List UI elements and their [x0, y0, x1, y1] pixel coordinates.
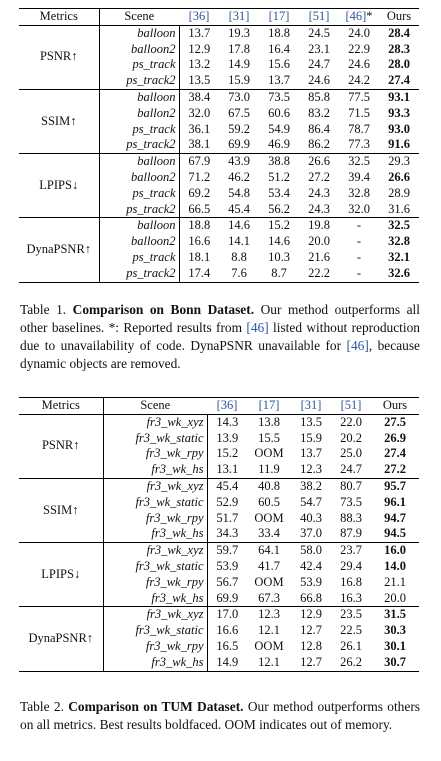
value-cell: OOM — [254, 574, 284, 589]
value-cell: 20.0 — [308, 234, 330, 249]
value-cell: 23.1 — [308, 41, 330, 56]
value-cell: 26.1 — [340, 638, 362, 653]
metric-label: LPIPS↓ — [19, 154, 99, 218]
value-cell: 15.2 — [268, 218, 290, 233]
value-cell: 22.9 — [348, 41, 370, 56]
scene-name: ps_track2 — [99, 266, 179, 282]
value-cell: 13.2 — [188, 57, 211, 72]
value-cell: 38.2 — [300, 478, 322, 493]
value-cell: 66.8 — [300, 590, 322, 605]
metric-label: PSNR↑ — [19, 414, 103, 478]
scene-name: ps_track — [99, 122, 179, 138]
value-cell: 27.2 — [308, 169, 330, 184]
value-cell: 32.8 — [348, 185, 370, 200]
value-cell: 26.6 — [388, 169, 410, 184]
scene-name: fr3_wk_rpy — [103, 511, 207, 527]
value-cell: 13.5 — [300, 414, 322, 429]
value-cell: 64.1 — [258, 543, 280, 558]
scene-name: fr3_wk_hs — [103, 591, 207, 607]
value-cell: 24.7 — [308, 57, 330, 72]
scene-name: ps_track2 — [99, 137, 179, 153]
value-cell: 56.2 — [268, 201, 290, 216]
value-cell: 30.1 — [384, 638, 406, 653]
scene-name: fr3_wk_xyz — [103, 414, 207, 430]
value-cell: 12.9 — [188, 41, 211, 56]
value-cell: 25.0 — [340, 446, 362, 461]
value-cell: 32.6 — [388, 265, 410, 280]
value-cell: 36.1 — [188, 121, 211, 136]
value-cell: 15.2 — [216, 446, 239, 461]
scene-name: balloon2 — [99, 170, 179, 186]
value-cell: 16.3 — [340, 590, 362, 605]
value-cell: OOM — [254, 446, 284, 461]
value-cell: 19.8 — [308, 218, 330, 233]
value-cell: - — [356, 249, 362, 264]
value-cell: 38.8 — [268, 154, 290, 169]
value-cell: 94.7 — [384, 510, 406, 525]
column-header[interactable]: [31] — [228, 9, 250, 23]
value-cell: 17.4 — [188, 265, 211, 280]
value-cell: 60.5 — [258, 494, 280, 509]
scene-name: balloon — [99, 89, 179, 105]
value-cell: 51.2 — [268, 169, 290, 184]
table1-caption-text-1: Our method outperforms all other baselines. *: Reported results from — [20, 302, 420, 335]
value-cell: 27.5 — [384, 414, 406, 429]
value-cell: 21.1 — [384, 574, 406, 589]
value-cell: 26.9 — [384, 430, 406, 445]
table2-caption-label: Table 2. — [20, 699, 64, 714]
value-cell: 15.5 — [258, 430, 280, 445]
value-cell: 24.6 — [308, 73, 330, 88]
column-header: Metrics — [19, 398, 103, 415]
value-cell: 59.7 — [216, 543, 239, 558]
value-cell: 24.6 — [348, 57, 370, 72]
value-cell: 13.5 — [188, 73, 211, 88]
value-cell: 18.8 — [268, 25, 290, 40]
value-cell: 85.8 — [308, 89, 330, 104]
value-cell: 73.0 — [228, 89, 250, 104]
value-cell: 91.6 — [388, 137, 410, 152]
scene-name: ps_track2 — [99, 73, 179, 89]
value-cell: 11.9 — [258, 462, 280, 477]
table2-caption-text-1: Our method outperforms others on all metrics. Best results boldfaced. OOM indicates out of memory. — [20, 699, 420, 732]
value-cell: 16.0 — [384, 543, 406, 558]
scene-name: ps_track2 — [99, 202, 179, 218]
value-cell: 45.4 — [228, 201, 250, 216]
value-cell: 39.4 — [348, 169, 370, 184]
value-cell: 15.9 — [228, 73, 250, 88]
value-cell: 10.3 — [268, 249, 290, 264]
table-row — [19, 25, 419, 41]
value-cell: 14.6 — [228, 218, 250, 233]
value-cell: 96.1 — [384, 494, 406, 509]
value-cell: 53.9 — [300, 574, 322, 589]
value-cell: 14.9 — [228, 57, 250, 72]
column-header[interactable]: [51] — [308, 9, 330, 23]
value-cell: 54.7 — [300, 494, 322, 509]
value-cell: 12.3 — [258, 607, 280, 622]
value-cell: 13.7 — [300, 446, 322, 461]
table1-caption-text-2: listed without reproduction due to unavailability of code. DynaPSNR unavailable for — [20, 320, 420, 353]
value-cell: OOM — [254, 638, 284, 653]
value-cell: 87.9 — [340, 526, 362, 541]
table-row — [19, 543, 419, 559]
table-row — [19, 478, 419, 494]
table1-caption — [20, 301, 420, 373]
table-row — [19, 414, 419, 430]
value-cell: 54.9 — [268, 121, 290, 136]
value-cell: 23.5 — [340, 607, 362, 622]
value-cell: 69.2 — [188, 185, 211, 200]
value-cell: 17.8 — [228, 41, 250, 56]
column-header[interactable]: [36] — [216, 398, 238, 412]
value-cell: 58.0 — [300, 543, 322, 558]
value-cell: 23.7 — [340, 543, 362, 558]
table-row — [19, 89, 419, 105]
scene-name: ps_track — [99, 186, 179, 202]
value-cell: 71.2 — [188, 169, 211, 184]
column-header: Ours — [386, 9, 412, 23]
table-row — [19, 218, 419, 234]
scene-name: fr3_wk_rpy — [103, 639, 207, 655]
bonn-comparison-table — [19, 8, 419, 283]
column-header[interactable]: [17] — [258, 398, 280, 412]
value-cell: 34.3 — [216, 526, 239, 541]
table-row — [19, 607, 419, 623]
metric-label: PSNR↑ — [19, 25, 99, 89]
value-cell: 15.9 — [300, 430, 322, 445]
value-cell: 56.7 — [216, 574, 239, 589]
scene-name: ballon2 — [99, 106, 179, 122]
scene-name: fr3_wk_xyz — [103, 543, 207, 559]
value-cell: 29.3 — [388, 154, 410, 169]
value-cell: 42.4 — [300, 558, 322, 573]
value-cell: 16.6 — [188, 234, 211, 249]
scene-name: fr3_wk_static — [103, 559, 207, 575]
column-header[interactable]: [17] — [268, 9, 290, 23]
scene-name: fr3_wk_static — [103, 623, 207, 639]
value-cell: 30.3 — [384, 623, 406, 638]
value-cell: 22.5 — [340, 623, 362, 638]
table1-caption-title: Comparison on Bonn Dataset. — [72, 302, 255, 317]
table1-caption-label: Table 1. — [20, 302, 67, 317]
scene-name: ps_track — [99, 250, 179, 266]
tum-comparison-table — [19, 397, 419, 672]
value-cell: 17.0 — [216, 607, 239, 622]
value-cell: 16.8 — [340, 574, 362, 589]
value-cell: OOM — [254, 510, 284, 525]
column-header[interactable]: [36] — [188, 9, 210, 23]
value-cell: 20.0 — [384, 590, 406, 605]
value-cell: 33.4 — [258, 526, 280, 541]
value-cell: 15.6 — [268, 57, 290, 72]
value-cell: 26.6 — [308, 154, 330, 169]
value-cell: 46.9 — [268, 137, 290, 152]
value-cell: 93.3 — [388, 105, 410, 120]
value-cell: 12.3 — [300, 462, 322, 477]
value-cell: 13.8 — [258, 414, 280, 429]
value-cell: 38.1 — [188, 137, 211, 152]
value-cell: 12.1 — [258, 654, 280, 669]
table1-caption-text-3: , because dynamic objects are removed. — [20, 338, 420, 371]
value-cell: 32.5 — [348, 154, 370, 169]
value-cell: 20.2 — [340, 430, 362, 445]
value-cell: 88.3 — [340, 510, 362, 525]
scene-name: fr3_wk_rpy — [103, 446, 207, 462]
value-cell: 16.4 — [268, 41, 290, 56]
scene-name: balloon — [99, 154, 179, 170]
metric-label: SSIM↑ — [19, 478, 103, 542]
value-cell: 22.2 — [308, 265, 330, 280]
value-cell: 28.3 — [388, 41, 410, 56]
value-cell: 41.7 — [258, 558, 280, 573]
value-cell: 12.1 — [258, 623, 280, 638]
value-cell: 28.0 — [388, 57, 410, 72]
scene-name: fr3_wk_hs — [103, 462, 207, 478]
value-cell: 46.2 — [228, 169, 250, 184]
scene-name: fr3_wk_hs — [103, 526, 207, 542]
value-cell: 30.7 — [384, 654, 406, 669]
value-cell: 69.9 — [216, 590, 239, 605]
value-cell: 13.9 — [216, 430, 239, 445]
scene-name: balloon — [99, 25, 179, 41]
value-cell: 60.6 — [268, 105, 290, 120]
value-cell: 94.5 — [384, 526, 406, 541]
value-cell: 73.5 — [340, 494, 362, 509]
value-cell: 24.0 — [348, 25, 370, 40]
table1-caption-cite-2[interactable]: [46] — [346, 338, 369, 353]
value-cell: 59.2 — [228, 121, 250, 136]
value-cell: 24.5 — [308, 25, 330, 40]
value-cell: 38.4 — [188, 89, 211, 104]
value-cell: 21.6 — [308, 249, 330, 264]
value-cell: 14.3 — [216, 414, 239, 429]
value-cell: 32.0 — [348, 201, 370, 216]
value-cell: 12.7 — [300, 623, 322, 638]
value-cell: 71.5 — [348, 105, 370, 120]
table-row — [19, 154, 419, 170]
scene-name: ps_track — [99, 57, 179, 73]
value-cell: 40.3 — [300, 510, 322, 525]
value-cell: 14.1 — [228, 234, 250, 249]
value-cell: 24.7 — [340, 462, 362, 477]
value-cell: 14.6 — [268, 234, 290, 249]
value-cell: - — [356, 265, 362, 280]
column-header: Ours — [382, 398, 408, 412]
scene-name: balloon — [99, 218, 179, 234]
metric-label: LPIPS↓ — [19, 543, 103, 607]
value-cell: 31.6 — [388, 201, 410, 216]
value-cell: - — [356, 234, 362, 249]
value-cell: 27.4 — [384, 446, 406, 461]
value-cell: 14.0 — [384, 558, 406, 573]
scene-name: fr3_wk_xyz — [103, 607, 207, 623]
value-cell: 27.4 — [388, 73, 410, 88]
value-cell: 53.4 — [268, 185, 290, 200]
value-cell: 77.5 — [348, 89, 370, 104]
value-cell: 14.9 — [216, 654, 239, 669]
header-row — [19, 9, 419, 26]
value-cell: 51.7 — [216, 510, 239, 525]
value-cell: 16.5 — [216, 638, 239, 653]
value-cell: 83.2 — [308, 105, 330, 120]
table2-caption-title: Comparison on TUM Dataset. — [68, 699, 244, 714]
value-cell: 8.7 — [271, 265, 287, 280]
column-header: Scene — [124, 9, 155, 23]
value-cell: 12.9 — [300, 607, 322, 622]
value-cell: 66.5 — [188, 201, 211, 216]
value-cell: 67.9 — [188, 154, 211, 169]
value-cell: 16.6 — [216, 623, 239, 638]
value-cell: 45.4 — [216, 478, 239, 493]
scene-name: fr3_wk_xyz — [103, 478, 207, 494]
value-cell: 27.2 — [384, 462, 406, 477]
value-cell: 24.3 — [308, 201, 330, 216]
value-cell: 12.8 — [300, 638, 322, 653]
value-cell: 77.3 — [348, 137, 370, 152]
value-cell: 26.2 — [340, 654, 362, 669]
value-cell: 13.7 — [268, 73, 290, 88]
value-cell: 31.5 — [384, 607, 406, 622]
value-cell: 22.0 — [340, 414, 362, 429]
table2-caption — [20, 698, 420, 734]
value-cell: 7.6 — [231, 265, 247, 280]
metric-label: DynaPSNR↑ — [19, 218, 99, 282]
column-header[interactable]: [46]* — [345, 9, 373, 23]
scene-name: fr3_wk_rpy — [103, 575, 207, 591]
value-cell: 32.5 — [388, 218, 410, 233]
value-cell: 32.1 — [388, 249, 410, 264]
scene-name: balloon2 — [99, 234, 179, 250]
value-cell: 73.5 — [268, 89, 290, 104]
value-cell: 32.0 — [188, 105, 211, 120]
value-cell: 95.7 — [384, 478, 406, 493]
value-cell: 67.5 — [228, 105, 250, 120]
metric-label: DynaPSNR↑ — [19, 607, 103, 671]
value-cell: 52.9 — [216, 494, 239, 509]
column-header[interactable]: [31] — [300, 398, 322, 412]
value-cell: 80.7 — [340, 478, 362, 493]
value-cell: 18.1 — [188, 249, 211, 264]
value-cell: 32.8 — [388, 234, 410, 249]
value-cell: 12.7 — [300, 654, 322, 669]
value-cell: 29.4 — [340, 558, 362, 573]
header-row — [19, 398, 419, 415]
scene-name: fr3_wk_hs — [103, 655, 207, 671]
value-cell: 43.9 — [228, 154, 250, 169]
column-header: Metrics — [19, 9, 99, 26]
value-cell: 24.3 — [308, 185, 330, 200]
value-cell: - — [356, 218, 362, 233]
value-cell: 24.2 — [348, 73, 370, 88]
column-header[interactable]: [51] — [340, 398, 362, 412]
value-cell: 18.8 — [188, 218, 211, 233]
value-cell: 67.3 — [258, 590, 280, 605]
scene-name: fr3_wk_static — [103, 431, 207, 447]
value-cell: 78.7 — [348, 121, 370, 136]
value-cell: 69.9 — [228, 137, 250, 152]
table1-caption-cite-1[interactable]: [46] — [246, 320, 269, 335]
scene-name: fr3_wk_static — [103, 495, 207, 511]
metric-label: SSIM↑ — [19, 89, 99, 153]
column-header: Scene — [140, 398, 171, 412]
value-cell: 53.9 — [216, 558, 239, 573]
value-cell: 37.0 — [300, 526, 322, 541]
value-cell: 40.8 — [258, 478, 280, 493]
value-cell: 28.4 — [388, 25, 410, 40]
value-cell: 54.8 — [228, 185, 250, 200]
value-cell: 8.8 — [231, 249, 247, 264]
value-cell: 86.4 — [308, 121, 330, 136]
value-cell: 93.0 — [388, 121, 410, 136]
value-cell: 13.7 — [188, 25, 211, 40]
value-cell: 19.3 — [228, 25, 250, 40]
scene-name: balloon2 — [99, 42, 179, 58]
value-cell: 28.9 — [388, 185, 410, 200]
value-cell: 13.1 — [216, 462, 239, 477]
value-cell: 93.1 — [388, 89, 410, 104]
value-cell: 86.2 — [308, 137, 330, 152]
